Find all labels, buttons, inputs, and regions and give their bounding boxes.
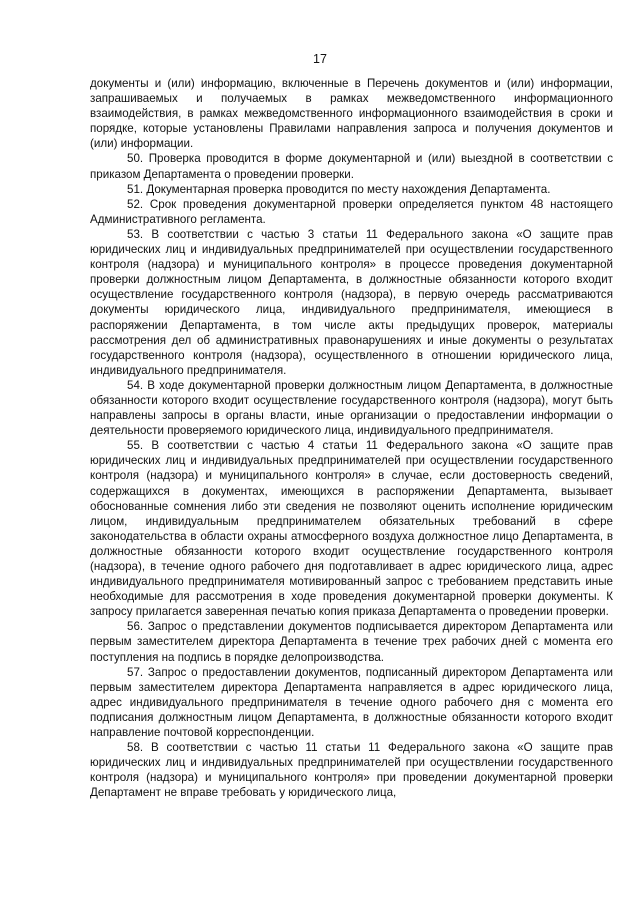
page-number: 17: [313, 52, 327, 66]
paragraph-52: 52. Срок проведения документарной проверки определяется пунктом 48 настоящего Административного регламента.: [90, 197, 613, 226]
paragraph-57: 57. Запрос о предоставлении документов, подписанный директором Департамента или первым заместителем директора Департамента направляется в адрес юридического лица, адрес индивидуального предпринимателя в течение одного рабочего дня с момента его подписания должностным лицом Департамента, в должностные обязанности которого входит направление почтовой корреспонденции.: [90, 665, 613, 740]
document-body: [90, 76, 613, 801]
paragraph-56: 56. Запрос о представлении документов подписывается директором Департамента или первым заместителем директора Департамента в течение трех рабочих дней с момента его поступления на подпись в порядке делопроизводства.: [90, 620, 613, 664]
paragraph-55: 55. В соответствии с частью 4 статьи 11 Федерального закона «О защите прав юридических лиц и индивидуальных предпринимателей при осуществлении государственного контроля (надзора) и муниципального контроля» в случае, если достоверность сведений, содержащихся в документах, имеющихся в распоряжении Департамента, вызывает обоснованные сомнения либо эти сведения не позволяют оценить исполнение юридическим лицом, индивидуальным предпринимателем обязательных требований в сфере законодательства в области охраны атмосферного воздуха должностное лицо Департамента, в должностные обязанности которого входит осуществление государственного контроля (надзора), в течение одного рабочего дня подготавливает в адрес юридического лица, адрес индивидуального предпринимателя мотивированный запрос с требованием представить иные необходимые для рассмотрения в ходе проведения документарной проверки документы. К запросу прилагается заверенная печатью копия приказа Департамента о проведении проверки.: [90, 439, 613, 619]
paragraph-51: 51. Документарная проверка проводится по месту нахождения Департамента.: [127, 182, 551, 196]
paragraph-53: 53. В соответствии с частью 3 статьи 11 Федерального закона «О защите прав юридических лиц и индивидуальных предпринимателей при осуществлении государственного контроля (надзора) и муниципального контроля» в процессе проведения документарной проверки должностным лицом Департамента, в должностные обязанности которого входит осуществление государственного контроля (надзора), в первую очередь рассматриваются документы юридического лица, индивидуального предпринимателя, имеющиеся в распоряжении Департамента, в том числе акты предыдущих проверок, материалы рассмотрения дел об административных правонарушениях и иные документы о результатах государственного контроля (надзора), осуществленного в отношении юридического лица, индивидуального предпринимателя.: [90, 227, 613, 377]
paragraph-58: 58. В соответствии с частью 11 статьи 11 Федерального закона «О защите прав юридических лиц и индивидуальных предпринимателей при осуществлении государственного контроля (надзора) и муниципального контроля» при проведении документарной проверки Департамент не вправе требовать у юридического лица,: [90, 741, 613, 800]
paragraph-continuation: документы и (или) информацию, включенные в Перечень документов и (или) информации, запрашиваемых и получаемых в рамках межведомственного информационного взаимодействия, в рамках межведомственного информационного взаимодействия в сроки и порядке, которые установлены Правилами направления запроса и получения документов и (или) информации.: [90, 77, 613, 151]
paragraph-54: 54. В ходе документарной проверки должностным лицом Департамента, в должностные обязанности которого входит осуществление государственного контроля (надзора), могут быть направлены запросы в органы власти, иные организации о предоставлении информации о деятельности проверяемого юридического лица, индивидуального предпринимателя.: [90, 378, 613, 438]
paragraph-50: 50. Проверка проводится в форме документарной и (или) выездной в соответствии с приказом Департамента о проведении проверки.: [90, 152, 613, 181]
